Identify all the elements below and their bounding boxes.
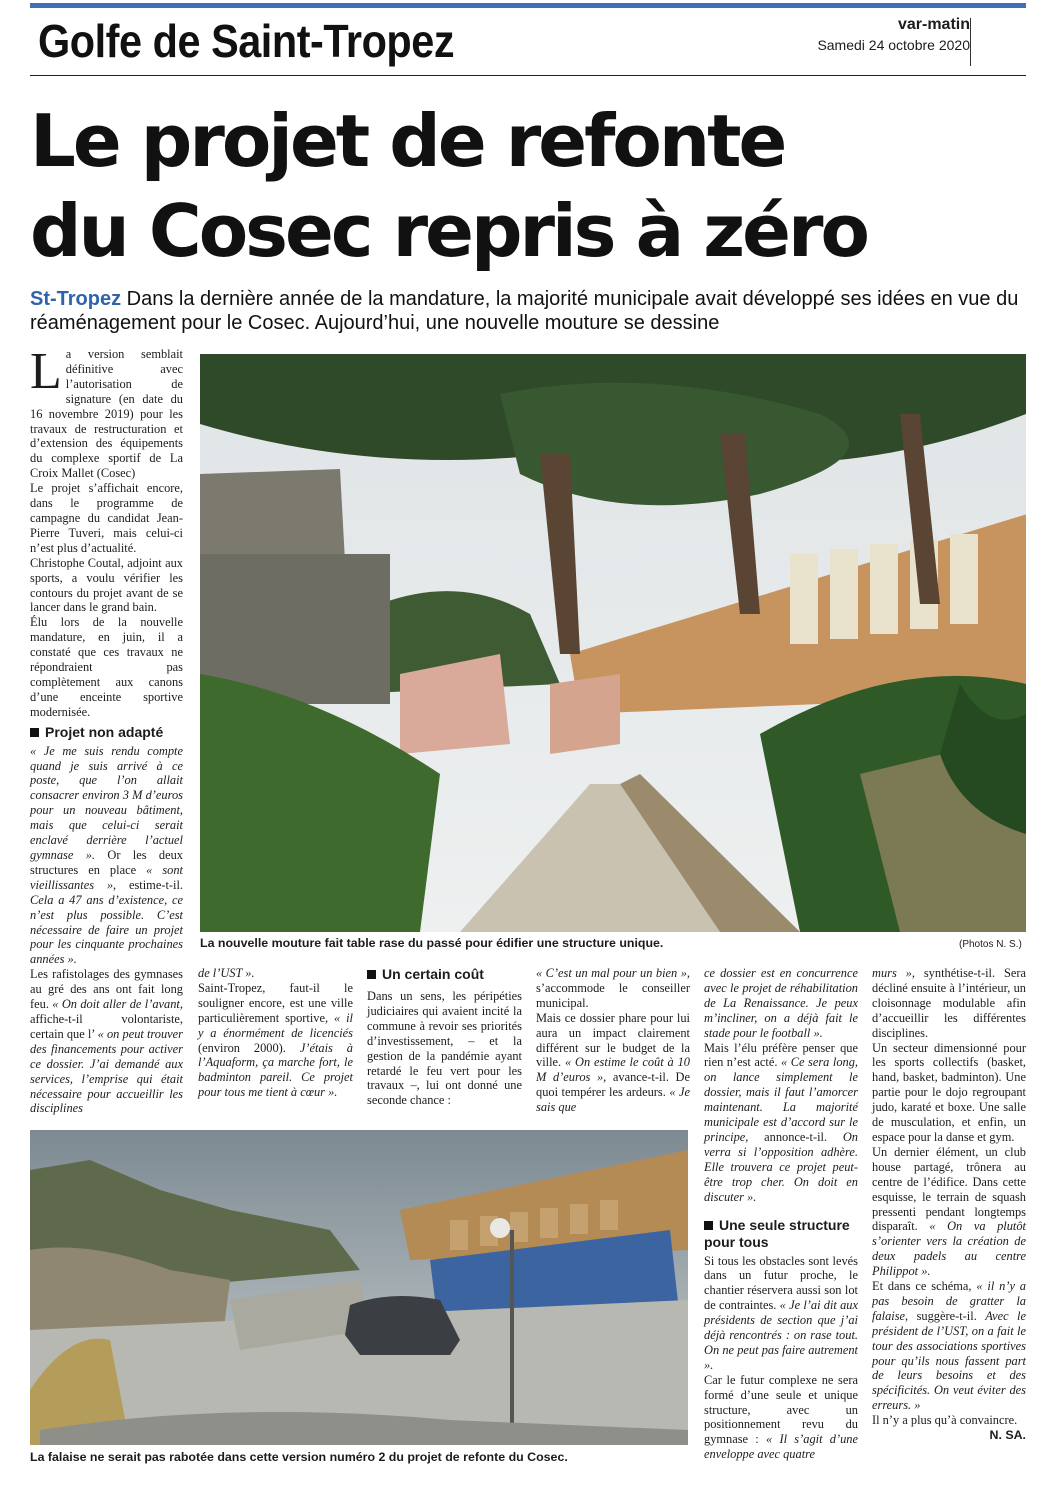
text: (environ 2000). <box>198 1040 300 1055</box>
paragraph <box>704 1373 858 1462</box>
quote: « sont vieillissantes » <box>30 862 183 892</box>
paragraph <box>30 967 183 1116</box>
quote: Avec le président de l’UST, on a fait le tour des associations sportives pour qu’ils nous fassent part de leurs besoins et des spécificités. On veut éviter des erreurs. » <box>872 1308 1026 1413</box>
quote: « on peut trouver des financements pour activer ce dossier. J’ai demandé aux services, l’emprise qui était nécessaire pour accueillir les disciplines <box>30 1026 183 1116</box>
paragraph: Un secteur dimensionné pour les sports collectifs (basket, hand, basket, badminton). Une partie pour le dojo regroupant judo, karaté et boxe. Une salle de musculation, et enfin, un espace pour la danse et gym. <box>872 1040 1026 1144</box>
headline-line-1: Le projet de refonte <box>30 99 785 183</box>
article-column-6 <box>872 966 1026 1443</box>
paragraph <box>704 1254 858 1373</box>
quote: « Ce sera long, on lance simplement le dossier, mais il faut l’amorcer maintenant. La majorité municipale est d’accord sur le principe, <box>704 1055 858 1144</box>
quote: de l’UST ». <box>198 966 255 980</box>
paragraph <box>704 966 858 1041</box>
publication-date: Samedi 24 octobre 2020 <box>817 37 970 53</box>
subheading-une-seule-structure: Une seule structure pour tous <box>704 1217 858 1251</box>
text: , s’accommode le conseiller municipal. <box>536 966 690 1010</box>
photo-caption-1: La nouvelle mouture fait table rase du passé pour édifier une structure unique. <box>200 936 664 950</box>
article-column-5 <box>704 966 858 1462</box>
text: Mais ce dossier phare pour lui aura un impact clairement différent sur le budget de la ville. <box>536 1010 690 1070</box>
quote: « il n’y a pas besoin de gratter la falaise, <box>872 1279 1026 1323</box>
paragraph <box>30 744 183 968</box>
quote: On verra si l’opposition adhère. Elle trouvera ce projet peut-être trop cher. On doit en discuter ». <box>704 1129 858 1204</box>
paragraph <box>536 1011 690 1115</box>
quote: « On va plutôt s’orienter vers la création de deux padels au centre Philippot ». <box>872 1219 1026 1279</box>
text: Mais l’élu préfère penser que rien n’est acté. <box>704 1040 858 1070</box>
paragraph <box>872 1413 1026 1443</box>
quote: « Je sais que <box>536 1085 690 1115</box>
text: Et dans ce schéma, <box>872 1279 977 1294</box>
photo-parking-illustration <box>30 1130 688 1445</box>
photo-cliff-parking <box>30 1130 688 1445</box>
quote: murs » <box>872 966 912 980</box>
article-column-2 <box>198 966 353 1100</box>
article-column-4 <box>536 966 690 1115</box>
text: Un dernier élément, un club house partagé, trônera au centre de l’édifice. Dans cette esquisse, le terrain de squash pressenti pendant longtemps disparaît. <box>872 1144 1026 1234</box>
paragraph <box>536 966 690 1011</box>
lead-paragraph: a version semblait définitive avec l’autorisation de signature (en date du 16 novembre 2019) pour les travaux de restructuration et d’extension des équipements du complexe sportif de La Croix Mallet (Cosec) <box>30 347 183 481</box>
text: affiche-t-il volontariste, certain que l’ <box>30 1011 183 1041</box>
section-title: Golfe de Saint-Tropez <box>38 15 455 67</box>
quote: « Je me suis rendu compte quand je suis arrivé à ce poste, que l’on allait consacrer environ 3 M d’euros pour un nouveau bâtiment, mais que celui-ci serait enclavé derrière l’actuel gymnase ». <box>30 743 183 862</box>
photo-cosec-buildings <box>200 354 1026 932</box>
text: Saint-Tropez, faut-il le souligner encore, est une ville particulièrement sportive, <box>198 980 353 1025</box>
text: , synthétise-t-il. Sera décliné ensuite à l’intérieur, un cloisonnage modulable afin d’accueillir les différentes disciplines. <box>872 966 1026 1040</box>
text: Les rafistolages des gymnases au gré des ans ont fait long feu. <box>30 967 183 1012</box>
newspaper-name: var-matin <box>897 16 970 33</box>
text: , avance-t-il. De quoi tempérer les ardeurs. <box>536 1070 691 1100</box>
photo-caption-2: La falaise ne serait pas rabotée dans cette version numéro 2 du projet de refonte du Cosec. <box>30 1450 568 1464</box>
quote: ce dossier est en concurrence avec le projet de réhabilitation de La Renaissance. Je peux m’incliner, on a déjà fait le stade pour le football ». <box>704 966 858 1040</box>
paragraph: Le projet s’affichait encore, dans le programme de campagne du candidat Jean-Pierre Tuveri, mais celui-ci n’est plus d’actualité. <box>30 481 183 555</box>
paragraph <box>872 966 1026 1041</box>
paragraph <box>198 966 353 981</box>
headline-line-2: du Cosec repris à zéro <box>30 189 867 273</box>
text: annonce-t-il. <box>748 1129 843 1144</box>
text: , estime-t-il. <box>113 877 183 892</box>
paragraph <box>872 1279 1026 1413</box>
paragraph <box>872 1145 1026 1279</box>
quote: « Je l’ai dit aux présidents de section que j’ai déjà rencontrés : on rase tout. On ne peut pas faire autrement ». <box>704 1298 858 1372</box>
paragraph: Élu lors de la nouvelle mandature, en juin, il a constaté que ces travaux ne répondraient pas complètement aux canons d’une enceinte sportive modernisée. <box>30 615 183 719</box>
quote: Cela a 47 ans d’existence, ce n’est plus possible. C’est nécessaire de faire un projet pour les cinquante prochaines années ». <box>30 892 183 967</box>
paragraph: Dans un sens, les péripéties judiciaires qui avaient incité la commune à revoir ses priorités d’investissement, – et la gestion de la pandémie ayant retardé le feu vert pour les travaux –, lui ont donné une seconde chance : <box>367 989 522 1108</box>
quote: J’étais à l’Aquaform, ça marche fort, le badminton pareil. Ce projet pour tous me tient à cœur ». <box>198 1040 353 1100</box>
top-color-bar <box>30 3 1026 8</box>
photo-cosec-illustration <box>200 354 1026 932</box>
text: Car le futur complexe ne sera formé d’une seule et unique structure, avec un positionnement revu du gymnase : <box>704 1372 858 1447</box>
quote: « C’est un mal pour un bien » <box>536 966 687 980</box>
paragraph <box>198 981 353 1100</box>
header-divider <box>970 18 971 66</box>
quote: « On estime le coût à 10 M d’euros » <box>536 1055 690 1085</box>
paragraph: Christophe Coutal, adjoint aux sports, a voulu vérifier les contours du projet avant de se lancer dans le grand bain. <box>30 555 183 615</box>
article-column-1 <box>30 343 184 1116</box>
header-rule <box>30 75 1026 76</box>
intro <box>30 287 1030 335</box>
photo-credit: (Photos N. S.) <box>959 939 1022 950</box>
text: Il n’y a plus qu’à convaincre. <box>872 1413 1018 1428</box>
subheading-projet-non-adapte: Projet non adapté <box>30 724 183 741</box>
quote: « On doit aller de l’avant, <box>52 997 183 1012</box>
subheading-un-certain-cout: Un certain coût <box>367 966 522 983</box>
author-signature: N. SA. <box>989 1428 1026 1443</box>
text: suggère-t-il. <box>908 1308 986 1323</box>
text: Or les deux structures en place <box>30 848 184 877</box>
quote: « il y a énormément de licenciés <box>198 1010 353 1040</box>
headline <box>30 96 1030 276</box>
paragraph <box>30 343 183 481</box>
text: Si tous les obstacles sont levés dans un futur proche, le chantier réservera aussi son lot de contraintes. <box>704 1253 858 1313</box>
intro-city: St-Tropez <box>30 288 122 310</box>
drop-cap: L <box>30 343 62 400</box>
intro-text: Dans la dernière année de la mandature, la majorité municipale avait développé ses idées en vue du réaménagement pour le Cosec. Aujourd’hui, une nouvelle mouture se dessine <box>30 288 1019 334</box>
article-column-3 <box>367 966 522 1108</box>
paragraph <box>704 1041 858 1205</box>
quote: « Il s’agit d’une enveloppe avec quatre <box>704 1432 858 1462</box>
